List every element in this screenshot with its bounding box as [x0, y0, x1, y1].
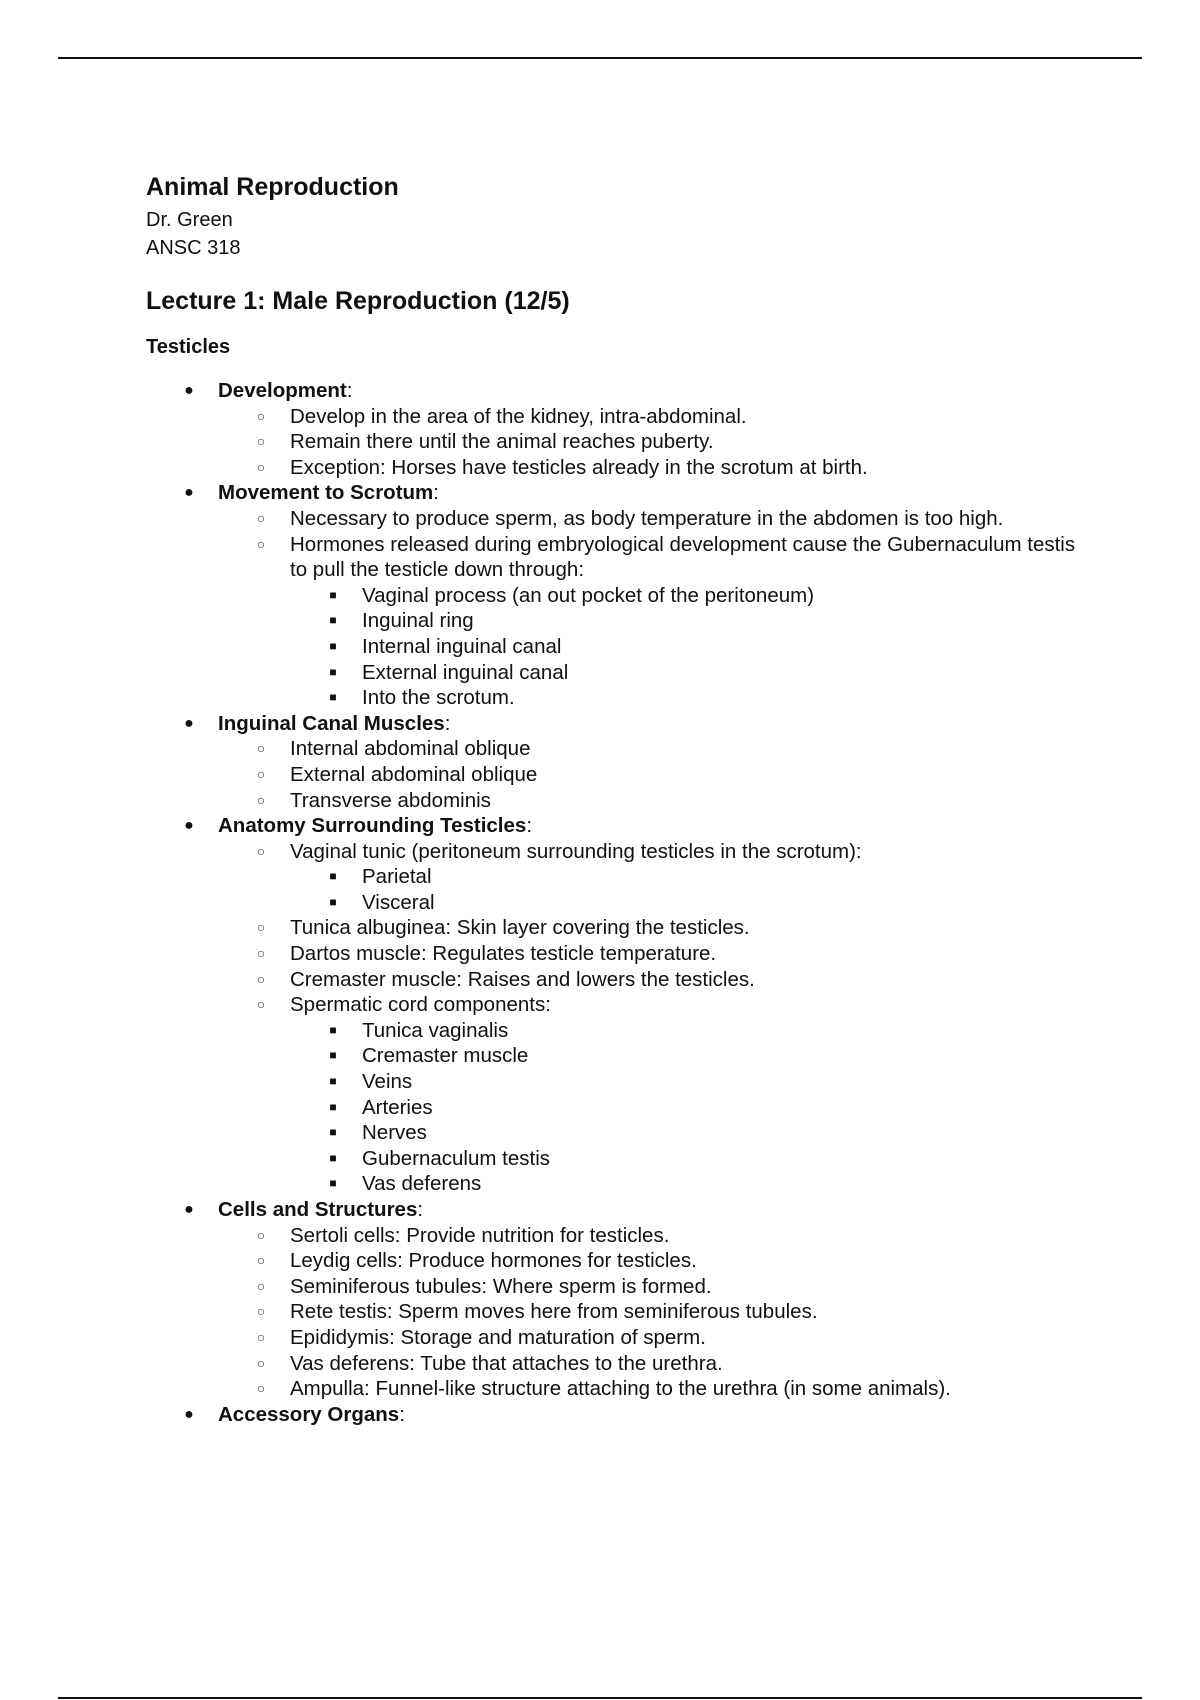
- sub-item: [218, 1325, 1096, 1351]
- course-code: ANSC 318: [146, 237, 241, 259]
- detail-item: [290, 583, 1096, 609]
- detail-item-text: Cremaster muscle: [362, 1044, 529, 1068]
- outline-item: ● Inguinal Canal Muscles: ○ Internal abdominal oblique ○ External abdominal oblique ○ Transverse abdominis: [146, 711, 1096, 813]
- detail-item: [290, 634, 1096, 660]
- sub-item-text: Internal abdominal oblique: [290, 737, 531, 761]
- bullet-circle-icon: ○: [256, 407, 266, 424]
- detail-item-text: Veins: [362, 1070, 413, 1094]
- bullet-circle-icon: ○: [256, 1354, 266, 1371]
- sub-item: [218, 992, 1096, 1197]
- sub-item-text: Vaginal tunic (peritoneum surrounding testicles in the scrotum):: [290, 839, 862, 863]
- bullet-circle-icon: ○: [256, 842, 266, 859]
- detail-item: [290, 1018, 1096, 1044]
- bullet-circle-icon: ○: [256, 791, 266, 808]
- sub-item: [218, 788, 1096, 814]
- bullet-square-icon: ■: [329, 613, 337, 628]
- bullet-square-icon: ■: [329, 690, 337, 705]
- sub-item: [218, 1351, 1096, 1377]
- bottom-rule: [58, 1697, 1142, 1699]
- bullet-square-icon: ■: [329, 1150, 337, 1165]
- sub-list: [146, 404, 1096, 481]
- detail-item-text: Visceral: [362, 890, 435, 914]
- sub-item: [218, 762, 1096, 788]
- detail-list: [218, 1018, 1096, 1197]
- detail-item-text: Inguinal ring: [362, 609, 474, 633]
- sub-item: [218, 1376, 1096, 1402]
- bullet-circle-icon: ○: [256, 1303, 266, 1320]
- sub-item-text: Exception: Horses have testicles already in the scrotum at birth.: [290, 455, 868, 479]
- sub-item-text: Develop in the area of the kidney, intra-abdominal.: [290, 404, 747, 428]
- bullet-square-icon: ■: [329, 1022, 337, 1037]
- sub-item: [218, 1248, 1096, 1274]
- bullet-circle-icon: ○: [256, 919, 266, 936]
- sub-item-text: Dartos muscle: Regulates testicle temperature.: [290, 942, 717, 966]
- detail-item-text: External inguinal canal: [362, 660, 569, 684]
- sub-item: [218, 429, 1096, 455]
- bullet-square-icon: ■: [329, 869, 337, 884]
- detail-item: [290, 1069, 1096, 1095]
- detail-item-text: Vas deferens: [362, 1172, 482, 1196]
- detail-item-text: Gubernaculum testis: [362, 1146, 551, 1170]
- sub-item-text: Necessary to produce sperm, as body temperature in the abdomen is too high.: [290, 506, 1004, 530]
- outline-item-title: Movement to Scrotum: [218, 481, 434, 505]
- detail-item: [290, 1043, 1096, 1069]
- detail-item-text: Parietal: [362, 865, 432, 889]
- instructor-name: Dr. Green: [146, 209, 233, 231]
- bullet-disc-icon: ●: [184, 1201, 194, 1218]
- sub-item: [218, 506, 1096, 532]
- outline-item: ● Cells and Structures: ○ Sertoli cells: Provide nutrition for testicles. ○ Leydig cells: Produce hormones for testicles. ○ Seminiferous tubules: Where sperm is formed. ○ Rete testis: Sperm moves here from seminiferous tubules. ○ Epididymis: Storage and maturation of sperm. ○ Vas deferens: Tube that attaches to the urethra. ○ Ampulla: Funnel-like structure attaching to the urethra (in some animals).: [146, 1197, 1096, 1402]
- bullet-circle-icon: ○: [256, 1226, 266, 1243]
- bullet-square-icon: ■: [329, 1048, 337, 1063]
- bullet-square-icon: ■: [329, 587, 337, 602]
- bullet-square-icon: ■: [329, 894, 337, 909]
- detail-item-text: Tunica vaginalis: [362, 1018, 509, 1042]
- sub-item-text: Spermatic cord components:: [290, 993, 551, 1017]
- document-body: [146, 168, 1096, 1427]
- sub-item-text: Tunica albuginea: Skin layer covering the testicles.: [290, 916, 750, 940]
- sub-item-text: Seminiferous tubules: Where sperm is formed.: [290, 1274, 712, 1298]
- sub-item-text: Cremaster muscle: Raises and lowers the testicles.: [290, 967, 755, 991]
- sub-item: [218, 1299, 1096, 1325]
- sub-item-text: Epididymis: Storage and maturation of sperm.: [290, 1325, 706, 1349]
- sub-item: [218, 404, 1096, 430]
- sub-list: [146, 839, 1096, 1197]
- sub-list: [146, 506, 1096, 711]
- sub-item: [218, 455, 1096, 481]
- detail-item: [290, 890, 1096, 916]
- sub-item-text: Ampulla: Funnel-like structure attaching to the urethra (in some animals).: [290, 1377, 951, 1401]
- section-title: Testicles: [146, 336, 231, 358]
- detail-item: [290, 864, 1096, 890]
- detail-item: [290, 1146, 1096, 1172]
- sub-item: [218, 915, 1096, 941]
- sub-item: [218, 941, 1096, 967]
- outline-item-title: Cells and Structures: [218, 1198, 418, 1221]
- bullet-circle-icon: ○: [256, 1380, 266, 1397]
- detail-item: [290, 608, 1096, 634]
- bullet-disc-icon: ●: [184, 1405, 194, 1423]
- outline-item-title: Accessory Organs: [218, 1402, 400, 1426]
- detail-item-text: Vaginal process (an out pocket of the peritoneum): [362, 583, 815, 607]
- sub-item-text: Transverse abdominis: [290, 788, 491, 812]
- bullet-circle-icon: ○: [256, 535, 266, 552]
- sub-item-text: Rete testis: Sperm moves here from seminiferous tubules.: [290, 1300, 818, 1324]
- outline-item: ● Movement to Scrotum: ○ Necessary to produce sperm, as body temperature in the abdomen is too high. ○ Hormones released during embryological development cause the Gubernaculum testis to pull the testicle down through: ■ Vaginal process (an out pocket of the peritoneum) ■ Inguinal ring ■ Internal inguinal canal ■ External inguinal canal ■ Into the scrotum.: [146, 480, 1096, 710]
- outline-item-title: Development: [218, 379, 347, 402]
- bullet-disc-icon: ●: [184, 484, 194, 502]
- bullet-circle-icon: ○: [256, 509, 266, 526]
- top-rule: [58, 57, 1142, 59]
- sub-item-text: Sertoli cells: Provide nutrition for testicles.: [290, 1223, 670, 1247]
- bullet-square-icon: ■: [329, 1176, 337, 1191]
- bullet-circle-icon: ○: [256, 945, 266, 962]
- bullet-square-icon: ■: [329, 1125, 337, 1140]
- bullet-circle-icon: ○: [256, 1252, 266, 1269]
- sub-item-text: Vas deferens: Tube that attaches to the urethra.: [290, 1351, 723, 1375]
- bullet-circle-icon: ○: [256, 996, 266, 1013]
- outline-item: ● Accessory Organs:: [146, 1402, 1096, 1428]
- bullet-circle-icon: ○: [256, 1328, 266, 1345]
- outline-item-title: Inguinal Canal Muscles: [218, 711, 445, 735]
- outline-item-title: Anatomy Surrounding Testicles: [218, 814, 527, 838]
- sub-list: [146, 736, 1096, 813]
- detail-list: [218, 583, 1096, 711]
- bullet-circle-icon: ○: [256, 1277, 266, 1294]
- sub-item: [218, 967, 1096, 993]
- bullet-circle-icon: ○: [256, 765, 266, 782]
- bullet-square-icon: ■: [329, 664, 337, 679]
- outline-item: ● Development: ○ Develop in the area of the kidney, intra-abdominal. ○ Remain there until the animal reaches puberty. ○ Exception: Horses have testicles already in the scrotum at birth.: [146, 378, 1096, 480]
- bullet-circle-icon: ○: [256, 433, 266, 450]
- bullet-square-icon: ■: [329, 1099, 337, 1114]
- bullet-disc-icon: ●: [184, 382, 194, 399]
- sub-item-text: Remain there until the animal reaches puberty.: [290, 430, 714, 454]
- detail-item-text: Nerves: [362, 1121, 427, 1145]
- detail-item-text: Arteries: [362, 1095, 433, 1119]
- detail-item: [290, 685, 1096, 711]
- sub-item: [218, 532, 1096, 711]
- outline-list: [146, 378, 1096, 1427]
- detail-item: [290, 1095, 1096, 1121]
- bullet-circle-icon: ○: [256, 458, 266, 475]
- detail-item-text: Internal inguinal canal: [362, 634, 562, 658]
- bullet-circle-icon: ○: [256, 740, 266, 757]
- sub-item: [218, 1223, 1096, 1249]
- outline-item: ● Anatomy Surrounding Testicles: ○ Vaginal tunic (peritoneum surrounding testicles in the scrotum): ■ Parietal ■ Visceral ○ Tunica albuginea: Skin layer covering the testicles. ○ Dartos muscle: Regulates testicle temperature. ○ Cremaster muscle: Raises and lowers the testicles. ○ Spermatic cord components: ■ Tunica vaginalis ■ Cremaster muscle ■ Veins ■ Arteries ■ Nerves ■ Gubernaculum testis ■ Vas deferens: [146, 813, 1096, 1197]
- sub-item: [218, 1274, 1096, 1300]
- bullet-disc-icon: ●: [184, 817, 194, 835]
- lecture-title: Lecture 1: Male Reproduction (12/5): [146, 287, 570, 315]
- sub-list: [146, 1223, 1096, 1402]
- detail-item: [290, 1120, 1096, 1146]
- detail-list: [218, 864, 1096, 915]
- detail-item: [290, 1171, 1096, 1197]
- bullet-circle-icon: ○: [256, 970, 266, 987]
- detail-item: [290, 660, 1096, 686]
- sub-item-text: Hormones released during embryological development cause the Gubernaculum testis to pull the testicle down through:: [290, 532, 1076, 582]
- sub-item: [218, 736, 1096, 762]
- bullet-disc-icon: ●: [184, 714, 194, 732]
- bullet-square-icon: ■: [329, 1074, 337, 1089]
- sub-item: [218, 839, 1096, 916]
- sub-item-text: External abdominal oblique: [290, 762, 538, 786]
- bullet-square-icon: ■: [329, 638, 337, 653]
- sub-item-text: Leydig cells: Produce hormones for testicles.: [290, 1249, 697, 1273]
- document-title: Animal Reproduction: [146, 173, 399, 201]
- detail-item-text: Into the scrotum.: [362, 686, 515, 710]
